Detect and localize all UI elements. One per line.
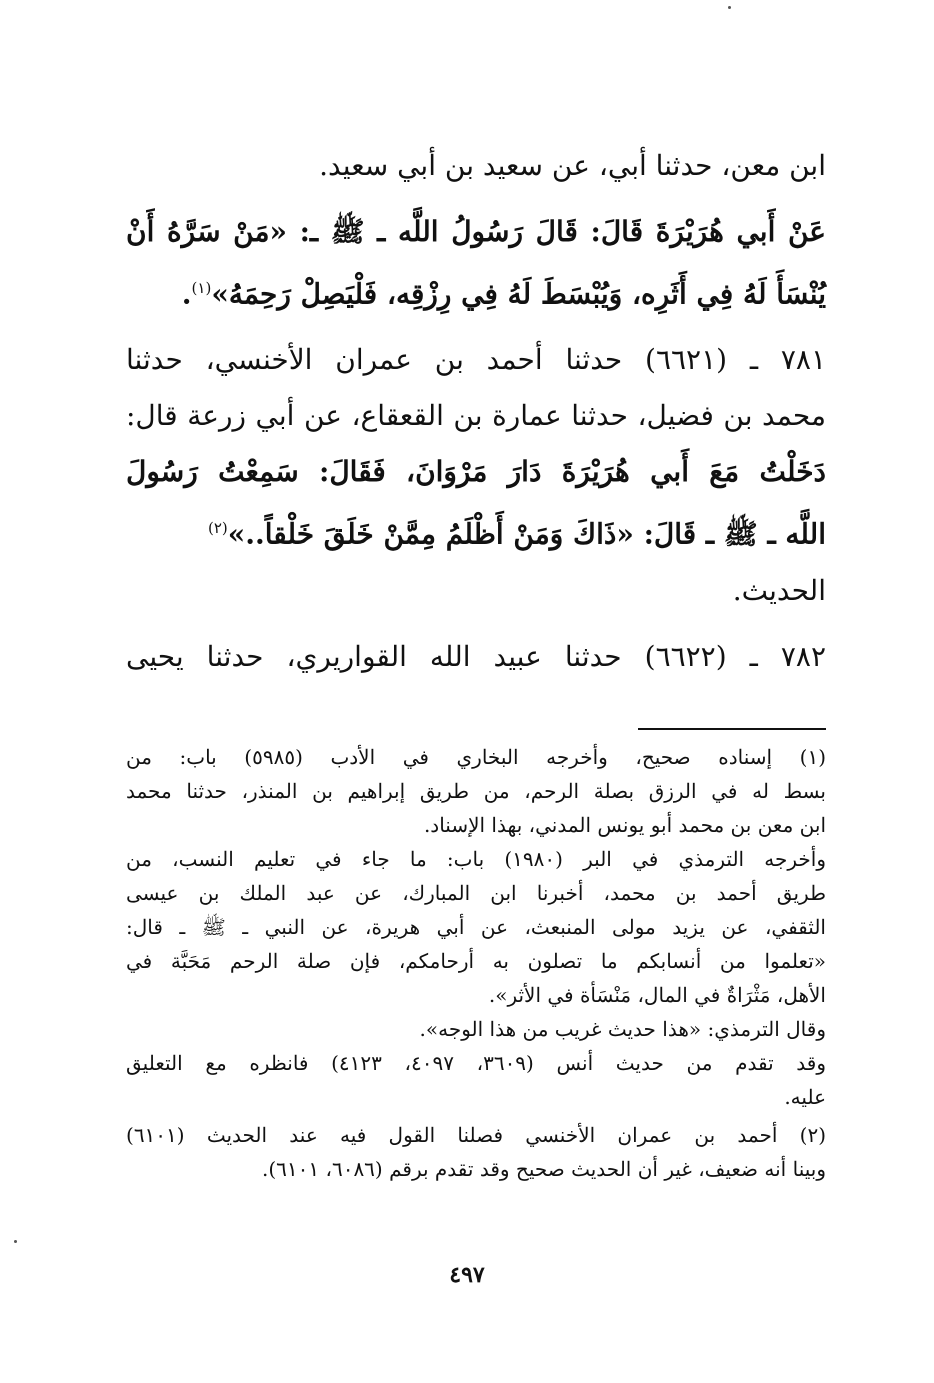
footnote-1-line-9: وقال الترمذي: «هذا حديث غريب من هذا الوجه». [419, 1017, 826, 1041]
footnote-2 [126, 1118, 826, 1186]
hadith-1-text: يُنْسَأَ لَهُ فِي أَثَرِه، وَيُبْسَطَ لَهُ فِي رِزْقِه، فَلْيَصِلْ رَحِمَهُ» [211, 277, 826, 311]
footnote-1-line-11: عليه. [784, 1085, 826, 1109]
footnote-1-line-10: وقد تقدم من حديث أنس (٣٦٠٩، ٤٠٩٧، ٤١٢٣) فانظره مع التعليق [126, 1051, 827, 1075]
footnote-1-line-3: ابن معن بن محمد أبو يونس المدني، بهذا الإسناد. [423, 813, 826, 837]
scan-speck [14, 1240, 17, 1243]
footnote-1-line-1: (١) إسناده صحيح، وأخرجه البخاري في الأدب (٥٩٨٥) باب: من [126, 745, 826, 769]
footnote-2-line-1: (٢) أحمد بن عمران الأخنسي فصلنا القول فيه عند الحديث (٦١٠١) [126, 1123, 826, 1147]
footnote-ref-2[interactable]: (٢) [207, 519, 228, 538]
entry-781 [126, 332, 826, 444]
hadith-1-line-1: عَنْ أَبي هُرَيْرَةَ قَالَ: قَالَ رَسُولُ اللَّه ـ ﷺ ـ: «مَنْ سَرَّهُ أَنْ [126, 215, 826, 248]
hadith-1-end: . [181, 277, 192, 311]
footnote-1-line-2: بسط له في الرزق بصلة الرحم، من طريق إبراهيم بن المنذر، حدثنا محمد [126, 779, 826, 803]
footnote-1-line-4: وأخرجه الترمذي في البر (١٩٨٠) باب: ما جاء في تعليم النسب، من [126, 847, 827, 871]
entry-782 [126, 629, 826, 685]
main-text [126, 138, 826, 685]
entry-781-line-2: محمد بن فضيل، حدثنا عمارة بن القعقاع، عن أبي زرعة قال: [126, 399, 826, 433]
hadith-2-line-1: دَخَلْتُ مَعَ أَبي هُرَيْرَةَ دَارَ مَرْوَانَ، فَقَالَ: سَمِعْتُ رَسُولَ [126, 455, 826, 489]
entry-782-line-1: ٧٨٢ ـ (٦٦٢٢) حدثنا عبيد الله القواريري، حدثنا يحيى [126, 639, 826, 673]
footnote-1-line-5: طريق أحمد بن محمد، أخبرنا ابن المبارك، عن عبد الملك بن عيسى [126, 881, 826, 905]
hadith-1-line-2 [126, 260, 826, 322]
footnote-1-line-8: الأهل، مَثْرَاةٌ في المال، مَنْسَأة في الأثر». [488, 983, 826, 1007]
footnotes [126, 740, 826, 1186]
footnote-separator [638, 728, 826, 730]
hadith-2 [126, 444, 826, 618]
chain-line: ابن معن، حدثنا أبي، عن سعيد بن أبي سعيد. [319, 149, 826, 182]
footnote-1-line-7: «تعلموا من أنسابكم ما تصلون به أرحامكم، فإن صلة الرحم مَحَبَّة في [126, 949, 826, 973]
entry-781-line-1: ٧٨١ ـ (٦٦٢١) حدثنا أحمد بن عمران الأخنسي، حدثنا [126, 343, 826, 377]
hadith-2-text: اللَّه ـ ﷺ ـ قَالَ: «ذَاكَ وَمَنْ أَظْلَمُ مِمَّنْ خَلَقَ خَلْقاً..» [227, 517, 826, 551]
footnote-1-line-6: الثقفي، عن يزيد مولى المنبعث، عن أبي هريرة، عن النبي ـ ﷺ ـ قال: [126, 915, 826, 939]
page-number: ٤٩٧ [449, 1262, 485, 1288]
footnote-ref-1[interactable]: (١) [191, 279, 212, 297]
hadith-2-line-2 [126, 500, 826, 562]
footnote-1 [126, 740, 826, 1114]
footnote-2-line-2: وبينا أنه ضعيف، غير أن الحديث صحيح وقد تقدم برقم (٦٠٨٦، ٦١٠١). [262, 1157, 826, 1181]
hadith-1 [126, 204, 826, 322]
scan-speck [728, 6, 731, 9]
hadith-2-line-3: الحديث. [732, 573, 826, 607]
